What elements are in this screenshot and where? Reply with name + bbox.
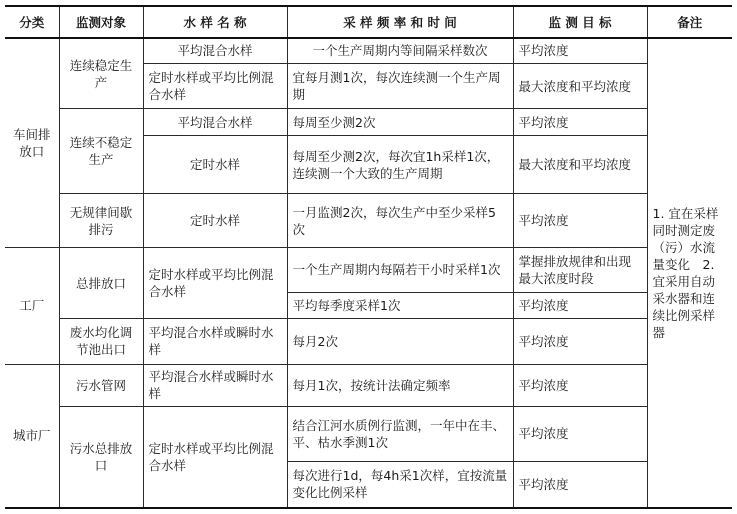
object-cell: 废水均化调节池出口: [59, 319, 143, 365]
sample-cell: 定时水样或平均比例混合水样: [143, 248, 287, 319]
frequency-cell: 每月1次，按统计法确定频率: [287, 364, 513, 407]
table-row: [5, 109, 732, 135]
table-row: [5, 364, 732, 407]
object-cell: 污水总排放口: [59, 407, 143, 508]
frequency-cell: 宜每月测1次，每次连续测一个生产周期: [287, 63, 513, 109]
frequency-cell: 每月2次: [287, 319, 513, 365]
header-object: 监测对象: [59, 6, 143, 38]
header-sample-name: 水 样 名 称: [143, 6, 287, 38]
sample-cell: 平均混合水样或瞬时水样: [143, 364, 287, 407]
table-row: [5, 194, 732, 248]
target-cell: 平均浓度: [513, 319, 647, 365]
target-cell: 掌握排放规律和出现最大浓度时段: [513, 248, 647, 293]
sample-cell: 平均混合水样: [143, 109, 287, 135]
frequency-cell: 一个生产周期内等间隔采样数次: [287, 38, 513, 63]
target-cell: 平均浓度: [513, 109, 647, 135]
frequency-cell: 每周至少测2次，每次宜1h采样1次，连续测一个大致的生产周期: [287, 135, 513, 194]
object-cell: 连续不稳定生产: [59, 109, 143, 194]
target-cell: 平均浓度: [513, 364, 647, 407]
object-cell: 总排放口: [59, 248, 143, 319]
table-row: [5, 248, 732, 293]
frequency-cell: 每周至少测2次: [287, 109, 513, 135]
sample-cell: 平均混合水样或瞬时水样: [143, 319, 287, 365]
frequency-cell: 一月监测2次，每次生产中至少采样5次: [287, 194, 513, 248]
header-frequency: 采 样 频 率 和 时 间: [287, 6, 513, 38]
target-cell: 平均浓度: [513, 38, 647, 63]
monitoring-table: [5, 5, 732, 509]
target-cell: 最大浓度和平均浓度: [513, 63, 647, 109]
category-cell: 工厂: [5, 248, 59, 364]
frequency-cell: 每次进行1d，每4h采1次样，宜按流量变化比例采样: [287, 461, 513, 508]
header-row: [5, 6, 732, 38]
object-cell: 污水管网: [59, 364, 143, 407]
frequency-cell: 平均每季度采样1次: [287, 292, 513, 318]
header-remark: 备注: [647, 6, 732, 38]
frequency-cell: 结合江河水质例行监测，一年中在丰、平、枯水季测1次: [287, 407, 513, 462]
table-row: [5, 319, 732, 365]
category-cell: 车间排放口: [5, 38, 59, 248]
sample-cell: 定时水样或平均比例混合水样: [143, 63, 287, 109]
sample-cell: 定时水样: [143, 135, 287, 194]
table-row: [5, 38, 732, 63]
target-cell: 平均浓度: [513, 194, 647, 248]
header-category: 分类: [5, 6, 59, 38]
table-row: [5, 407, 732, 462]
target-cell: 平均浓度: [513, 407, 647, 462]
category-cell: 城市厂: [5, 364, 59, 508]
target-cell: 最大浓度和平均浓度: [513, 135, 647, 194]
object-cell: 连续稳定生产: [59, 38, 143, 109]
target-cell: 平均浓度: [513, 461, 647, 508]
sample-cell: 定时水样: [143, 194, 287, 248]
header-target: 监 测 目 标: [513, 6, 647, 38]
target-cell: 平均浓度: [513, 292, 647, 318]
sample-cell: 定时水样或平均比例混合水样: [143, 407, 287, 508]
frequency-cell: 一个生产周期内每隔若干小时采样1次: [287, 248, 513, 293]
object-cell: 无规律间歇排污: [59, 194, 143, 248]
remark-cell: 1. 宜在采样同时测定废（污）水流量变化 2. 宜采用自动采水器和连续比例采样器: [647, 38, 732, 508]
sample-cell: 平均混合水样: [143, 38, 287, 63]
